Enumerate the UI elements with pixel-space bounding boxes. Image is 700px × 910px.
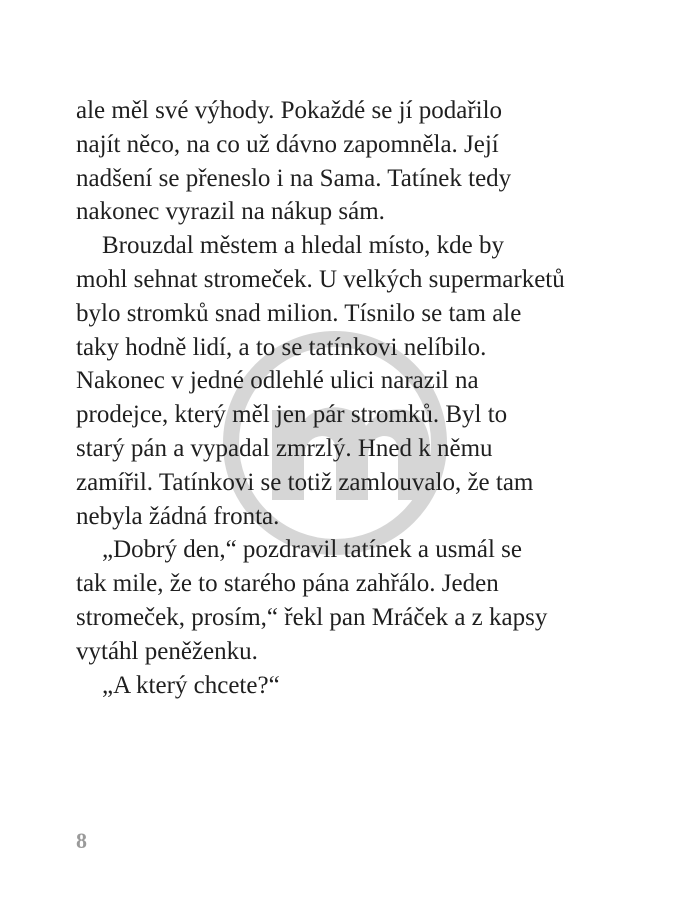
- text-line: tak mile, že to starého pána zahřálo. Jeden: [76, 570, 499, 598]
- body-text: [76, 94, 636, 702]
- text-line: „Dobrý den,“ pozdravil tatínek a usmál se: [102, 536, 522, 564]
- text-line: nebyla žádná fronta.: [76, 502, 280, 530]
- text-line: zamířil. Tatínkovi se totiž zamlouvalo, že tam: [76, 468, 534, 496]
- text-line: taky hodně lidí, a to se tatínkovi nelíbilo.: [76, 333, 487, 361]
- text-line: „A který chcete?“: [102, 671, 280, 699]
- text-line: Nakonec v jedné odlehlé ulici narazil na: [76, 367, 479, 395]
- text-line: ale měl své výhody. Pokaždé se jí podařilo: [76, 97, 503, 124]
- text-line: nakonec vyrazil na nákup sám.: [76, 198, 385, 226]
- text-line: Brouzdal městem a hledal místo, kde by: [102, 232, 504, 260]
- text-line: najít něco, na co už dávno zapomněla. Její: [76, 130, 499, 158]
- text-line: stromeček, prosím,“ řekl pan Mráček a z kapsy: [76, 603, 548, 631]
- text-line: starý pán a vypadal zmrzlý. Hned k němu: [76, 434, 493, 462]
- text-line: vytáhl peněženku.: [76, 637, 258, 665]
- text-line: mohl sehnat stromeček. U velkých supermarketů: [76, 265, 565, 293]
- text-line: nadšení se přeneslo i na Sama. Tatínek tedy: [76, 164, 512, 192]
- page-number: 8: [76, 828, 87, 853]
- text-line: prodejce, který měl jen pár stromků. Byl to: [76, 401, 508, 429]
- text-line: bylo stromků snad milion. Tísnilo se tam ale: [76, 299, 522, 327]
